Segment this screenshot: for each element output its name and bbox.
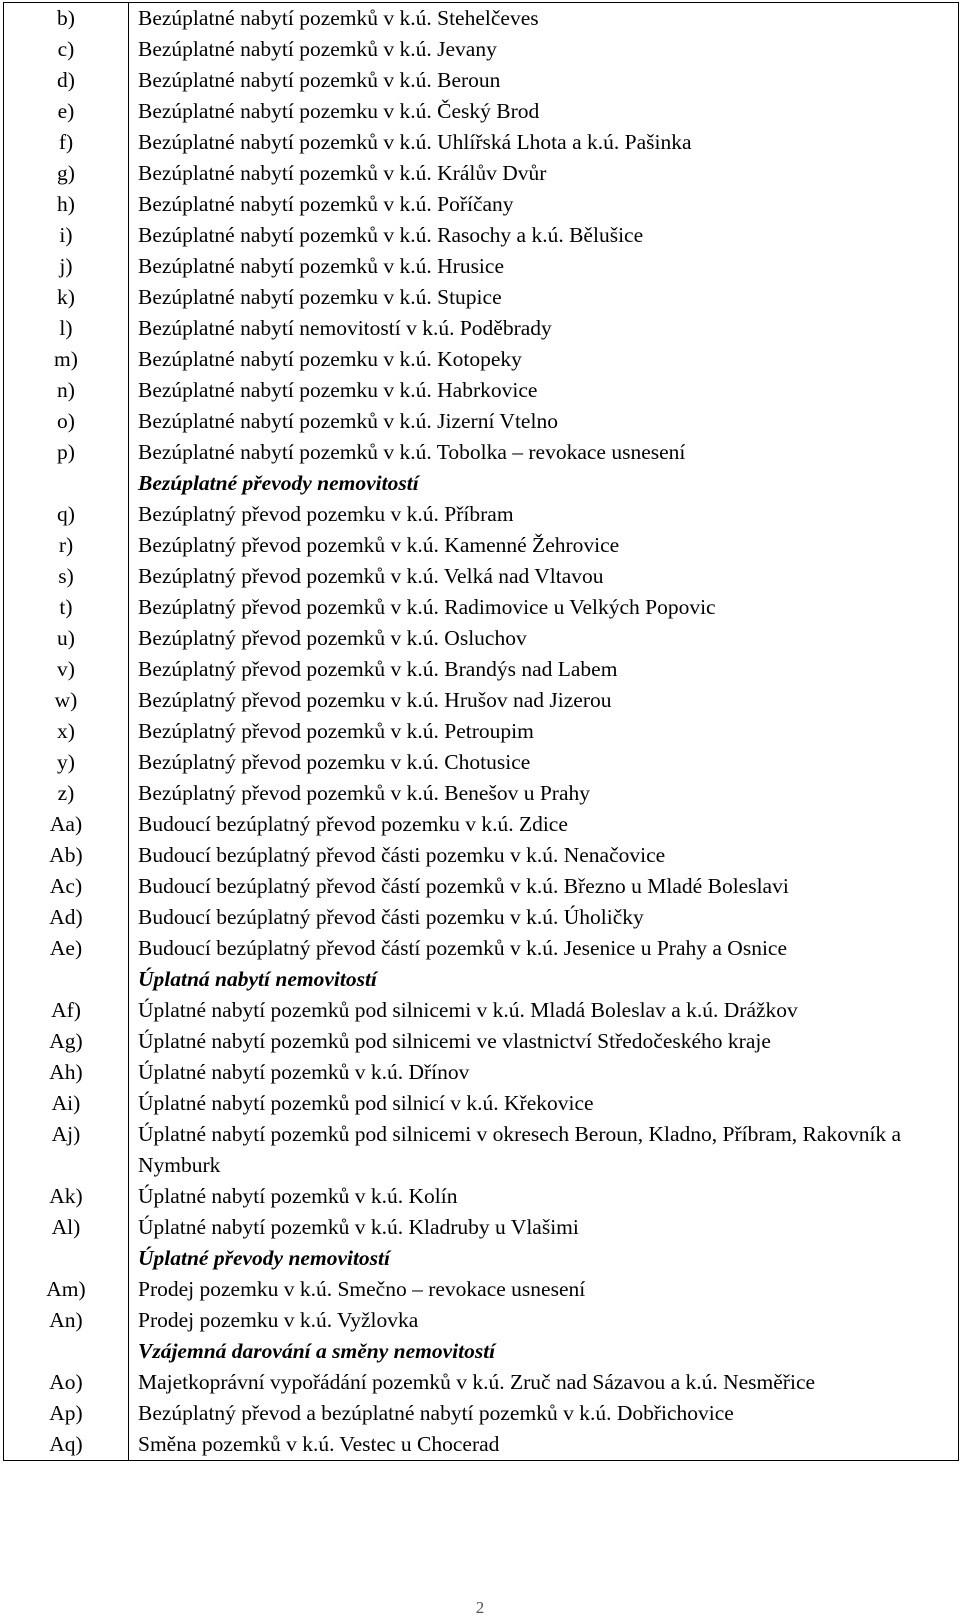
item-label: q) [4,499,129,530]
agenda-item-row [4,871,959,902]
agenda-item-row [4,1367,959,1398]
item-text: Bezúplatný převod a bezúplatné nabytí pozemků v k.ú. Dobřichovice [129,1398,959,1429]
agenda-item-row [4,1429,959,1461]
agenda-item-row [4,1088,959,1119]
item-label: Ac) [4,871,129,902]
agenda-item-row [4,933,959,964]
item-text: Bezúplatný převod pozemků v k.ú. Osluchov [129,623,959,654]
agenda-item-row [4,65,959,96]
item-label: Al) [4,1212,129,1243]
item-text: Bezúplatné nabytí pozemku v k.ú. Český Brod [129,96,959,127]
item-label: w) [4,685,129,716]
item-label: f) [4,127,129,158]
item-label: Aq) [4,1429,129,1461]
agenda-item-row [4,1181,959,1212]
item-label: p) [4,437,129,468]
item-label: m) [4,344,129,375]
item-label: Ab) [4,840,129,871]
item-label [4,1336,129,1367]
item-label: y) [4,747,129,778]
item-text: Bezúplatné nabytí pozemků v k.ú. Jevany [129,34,959,65]
item-label: t) [4,592,129,623]
item-text: Bezúplatné nabytí pozemků v k.ú. Uhlířská Lhota a k.ú. Pašinka [129,127,959,158]
item-text: Bezúplatný převod pozemků v k.ú. Petroupim [129,716,959,747]
item-text: Budoucí bezúplatný převod části pozemku v k.ú. Nenačovice [129,840,959,871]
item-label: Ao) [4,1367,129,1398]
item-label: l) [4,313,129,344]
agenda-item-row [4,96,959,127]
item-label: z) [4,778,129,809]
section-heading: Bezúplatné převody nemovitostí [129,468,959,499]
agenda-item-row [4,592,959,623]
agenda-item-row [4,747,959,778]
item-label: Ag) [4,1026,129,1057]
section-heading-row [4,1336,959,1367]
agenda-item-row [4,1212,959,1243]
item-label: e) [4,96,129,127]
section-heading-row [4,1243,959,1274]
item-label: Aj) [4,1119,129,1181]
item-text: Úplatné nabytí pozemků pod silnicemi ve vlastnictví Středočeského kraje [129,1026,959,1057]
item-label: x) [4,716,129,747]
item-label: v) [4,654,129,685]
agenda-item-row [4,499,959,530]
agenda-item-row [4,1026,959,1057]
item-label: h) [4,189,129,220]
item-label: Ai) [4,1088,129,1119]
item-label: Am) [4,1274,129,1305]
page-number: 2 [475,1598,485,1617]
agenda-item-row [4,1119,959,1181]
item-label: d) [4,65,129,96]
item-label: Ak) [4,1181,129,1212]
item-text: Bezúplatné nabytí pozemků v k.ú. Beroun [129,65,959,96]
agenda-item-row [4,716,959,747]
item-label: o) [4,406,129,437]
agenda-item-row [4,623,959,654]
item-label: Ap) [4,1398,129,1429]
item-text: Budoucí bezúplatný převod částí pozemků v k.ú. Březno u Mladé Boleslavi [129,871,959,902]
item-label: j) [4,251,129,282]
item-label: c) [4,34,129,65]
item-text: Bezúplatný převod pozemků v k.ú. Velká nad Vltavou [129,561,959,592]
item-text: Úplatné nabytí pozemků pod silnicemi v k.ú. Mladá Boleslav a k.ú. Drážkov [129,995,959,1026]
item-label: b) [4,3,129,35]
section-heading: Vzájemná darování a směny nemovitostí [129,1336,959,1367]
item-text: Úplatné nabytí pozemků v k.ú. Kladruby u Vlašimi [129,1212,959,1243]
item-text: Úplatné nabytí pozemků pod silnicemi v okresech Beroun, Kladno, Příbram, Rakovník a Nymburk [129,1119,959,1181]
agenda-item-row [4,189,959,220]
item-text: Bezúplatný převod pozemku v k.ú. Hrušov nad Jizerou [129,685,959,716]
item-text: Úplatné nabytí pozemků v k.ú. Dřínov [129,1057,959,1088]
agenda-item-row [4,3,959,35]
item-text: Bezúplatné nabytí pozemků v k.ú. Hrusice [129,251,959,282]
item-text: Směna pozemků v k.ú. Vestec u Chocerad [129,1429,959,1461]
item-text: Bezúplatné nabytí pozemků v k.ú. Rasochy a k.ú. Bělušice [129,220,959,251]
item-label: g) [4,158,129,189]
agenda-item-row [4,778,959,809]
item-text: Prodej pozemku v k.ú. Smečno – revokace usnesení [129,1274,959,1305]
item-text: Budoucí bezúplatný převod pozemku v k.ú. Zdice [129,809,959,840]
agenda-item-row [4,1274,959,1305]
item-text: Bezúplatný převod pozemků v k.ú. Radimovice u Velkých Popovic [129,592,959,623]
agenda-item-row [4,282,959,313]
agenda-item-row [4,995,959,1026]
item-text: Bezúplatný převod pozemku v k.ú. Příbram [129,499,959,530]
item-text: Bezúplatný převod pozemků v k.ú. Kamenné Žehrovice [129,530,959,561]
agenda-item-row [4,127,959,158]
agenda-item-row [4,251,959,282]
item-text: Bezúplatné nabytí nemovitostí v k.ú. Poděbrady [129,313,959,344]
agenda-item-row [4,1305,959,1336]
agenda-item-row [4,313,959,344]
item-label: Aa) [4,809,129,840]
item-label: i) [4,220,129,251]
item-text: Bezúplatný převod pozemku v k.ú. Chotusice [129,747,959,778]
item-text: Budoucí bezúplatný převod části pozemku v k.ú. Úholičky [129,902,959,933]
item-label: Af) [4,995,129,1026]
item-text: Prodej pozemku v k.ú. Vyžlovka [129,1305,959,1336]
item-text: Bezúplatné nabytí pozemků v k.ú. Tobolka – revokace usnesení [129,437,959,468]
agenda-item-row [4,809,959,840]
item-label: k) [4,282,129,313]
agenda-item-row [4,840,959,871]
agenda-item-row [4,685,959,716]
item-text: Bezúplatné nabytí pozemků v k.ú. Poříčany [129,189,959,220]
agenda-item-row [4,1057,959,1088]
agenda-item-row [4,530,959,561]
item-label: Ae) [4,933,129,964]
item-label: u) [4,623,129,654]
item-label: An) [4,1305,129,1336]
agenda-item-row [4,902,959,933]
item-text: Úplatné nabytí pozemků pod silnicí v k.ú. Křekovice [129,1088,959,1119]
item-text: Majetkoprávní vypořádání pozemků v k.ú. Zruč nad Sázavou a k.ú. Nesměřice [129,1367,959,1398]
item-label [4,1243,129,1274]
item-text: Úplatné nabytí pozemků v k.ú. Kolín [129,1181,959,1212]
item-text: Bezúplatné nabytí pozemku v k.ú. Kotopeky [129,344,959,375]
item-text: Bezúplatné nabytí pozemků v k.ú. Stehelčeves [129,3,959,35]
item-label: s) [4,561,129,592]
agenda-item-row [4,561,959,592]
agenda-item-row [4,437,959,468]
section-heading: Úplatná nabytí nemovitostí [129,964,959,995]
section-heading-row [4,964,959,995]
agenda-item-row [4,158,959,189]
agenda-body [4,3,959,1461]
item-text: Budoucí bezúplatný převod částí pozemků v k.ú. Jesenice u Prahy a Osnice [129,933,959,964]
agenda-item-row [4,406,959,437]
item-text: Bezúplatné nabytí pozemků v k.ú. Jizerní Vtelno [129,406,959,437]
item-label: r) [4,530,129,561]
agenda-item-row [4,1398,959,1429]
item-label [4,964,129,995]
agenda-item-row [4,220,959,251]
item-label [4,468,129,499]
section-heading-row [4,468,959,499]
item-text: Bezúplatný převod pozemků v k.ú. Benešov u Prahy [129,778,959,809]
item-text: Bezúplatné nabytí pozemku v k.ú. Habrkovice [129,375,959,406]
item-label: Ad) [4,902,129,933]
item-label: n) [4,375,129,406]
item-label: Ah) [4,1057,129,1088]
section-heading: Úplatné převody nemovitostí [129,1243,959,1274]
item-text: Bezúplatné nabytí pozemku v k.ú. Stupice [129,282,959,313]
agenda-item-row [4,375,959,406]
item-text: Bezúplatný převod pozemků v k.ú. Brandýs nad Labem [129,654,959,685]
agenda-item-row [4,344,959,375]
item-text: Bezúplatné nabytí pozemků v k.ú. Králův Dvůr [129,158,959,189]
agenda-item-row [4,654,959,685]
agenda-item-row [4,34,959,65]
agenda-table [3,2,959,1461]
